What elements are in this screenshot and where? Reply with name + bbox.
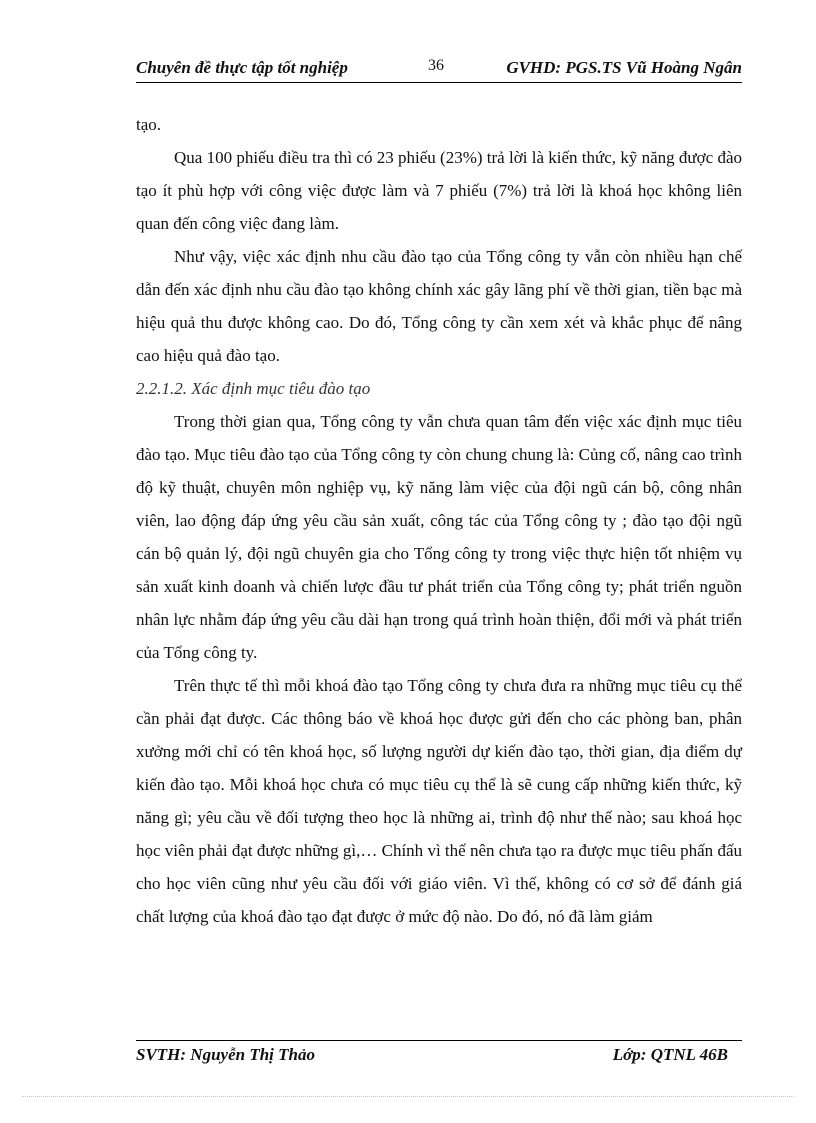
header-title: Chuyên đề thực tập tốt nghiệp [136, 58, 348, 77]
header-advisor: GVHD: PGS.TS Vũ Hoàng Ngân [506, 58, 742, 77]
section-heading: 2.2.1.2. Xác định mục tiêu đào tạo [136, 379, 371, 398]
footer-student: SVTH: Nguyễn Thị Thảo [136, 1045, 315, 1064]
paragraph: Trên thực tế thì mỗi khoá đào tạo Tổng công ty chưa đưa ra những mục tiêu cụ thể cần phải đạt được. Các thông báo về khoá học được gửi đến cho các phòng ban, phân xưởng mới chỉ có tên khoá học, số lượng người dự kiến đào tạo, thời gian, địa điểm dự kiến đào tạo. Mỗi khoá học chưa có mục tiêu cụ thể là sẽ cung cấp những kiến thức, kỹ năng gì; yêu cầu về đối tượng theo học là những ai, trình độ như thế nào; sau khoá học học viên phải đạt được những gì,… Chính vì thế nên chưa tạo ra được mục tiêu phấn đấu cho học viên cũng như yêu cầu đối với giáo viên. Vì thế, không có cơ sở để đánh giá chất lượng của khoá đào tạo đạt được ở mức độ nào. Do đó, nó đã làm giảm [136, 676, 742, 926]
page-edge-divider [22, 1096, 794, 1097]
paragraph: Qua 100 phiếu điều tra thì có 23 phiếu (23%) trả lời là kiến thức, kỹ năng được đào tạo ít phù hợp với công việc được làm và 7 phiếu (7%) trả lời là khoá học không liên quan đến công việc đang làm. [136, 148, 742, 233]
page-header [136, 56, 742, 83]
paragraph-continuation: tạo. [136, 115, 162, 134]
page-number: 36 [428, 57, 444, 74]
footer-class: Lớp: QTNL 46B [612, 1045, 728, 1064]
document-body [136, 108, 742, 933]
paragraph: Như vậy, việc xác định nhu cầu đào tạo của Tổng công ty vẫn còn nhiều hạn chế dẫn đến xác định nhu cầu đào tạo không chính xác gây lãng phí về thời gian, tiền bạc mà hiệu quả thu được không cao. Do đó, Tổng công ty cần xem xét và khắc phục để nâng cao hiệu quả đào tạo. [136, 247, 742, 365]
page-footer [136, 1040, 742, 1069]
paragraph: Trong thời gian qua, Tổng công ty vẫn chưa quan tâm đến việc xác định mục tiêu đào tạo. Mục tiêu đào tạo của Tổng công ty còn chung chung là: Củng cố, nâng cao trình độ kỹ thuật, chuyên môn nghiệp vụ, kỹ năng làm việc của đội ngũ cán bộ, công nhân viên, lao động đáp ứng yêu cầu sản xuất, công tác của Tổng công ty ; đào tạo đội ngũ cán bộ quản lý, đội ngũ chuyên gia cho Tổng công ty trong việc thực hiện tốt nhiệm vụ sản xuất kinh doanh và chiến lược đầu tư phát triển của Tổng công ty; phát triển nguồn nhân lực nhằm đáp ứng yêu cầu dài hạn trong quá trình hoàn thiện, đổi mới và phát triển của Tổng công ty. [136, 412, 742, 662]
